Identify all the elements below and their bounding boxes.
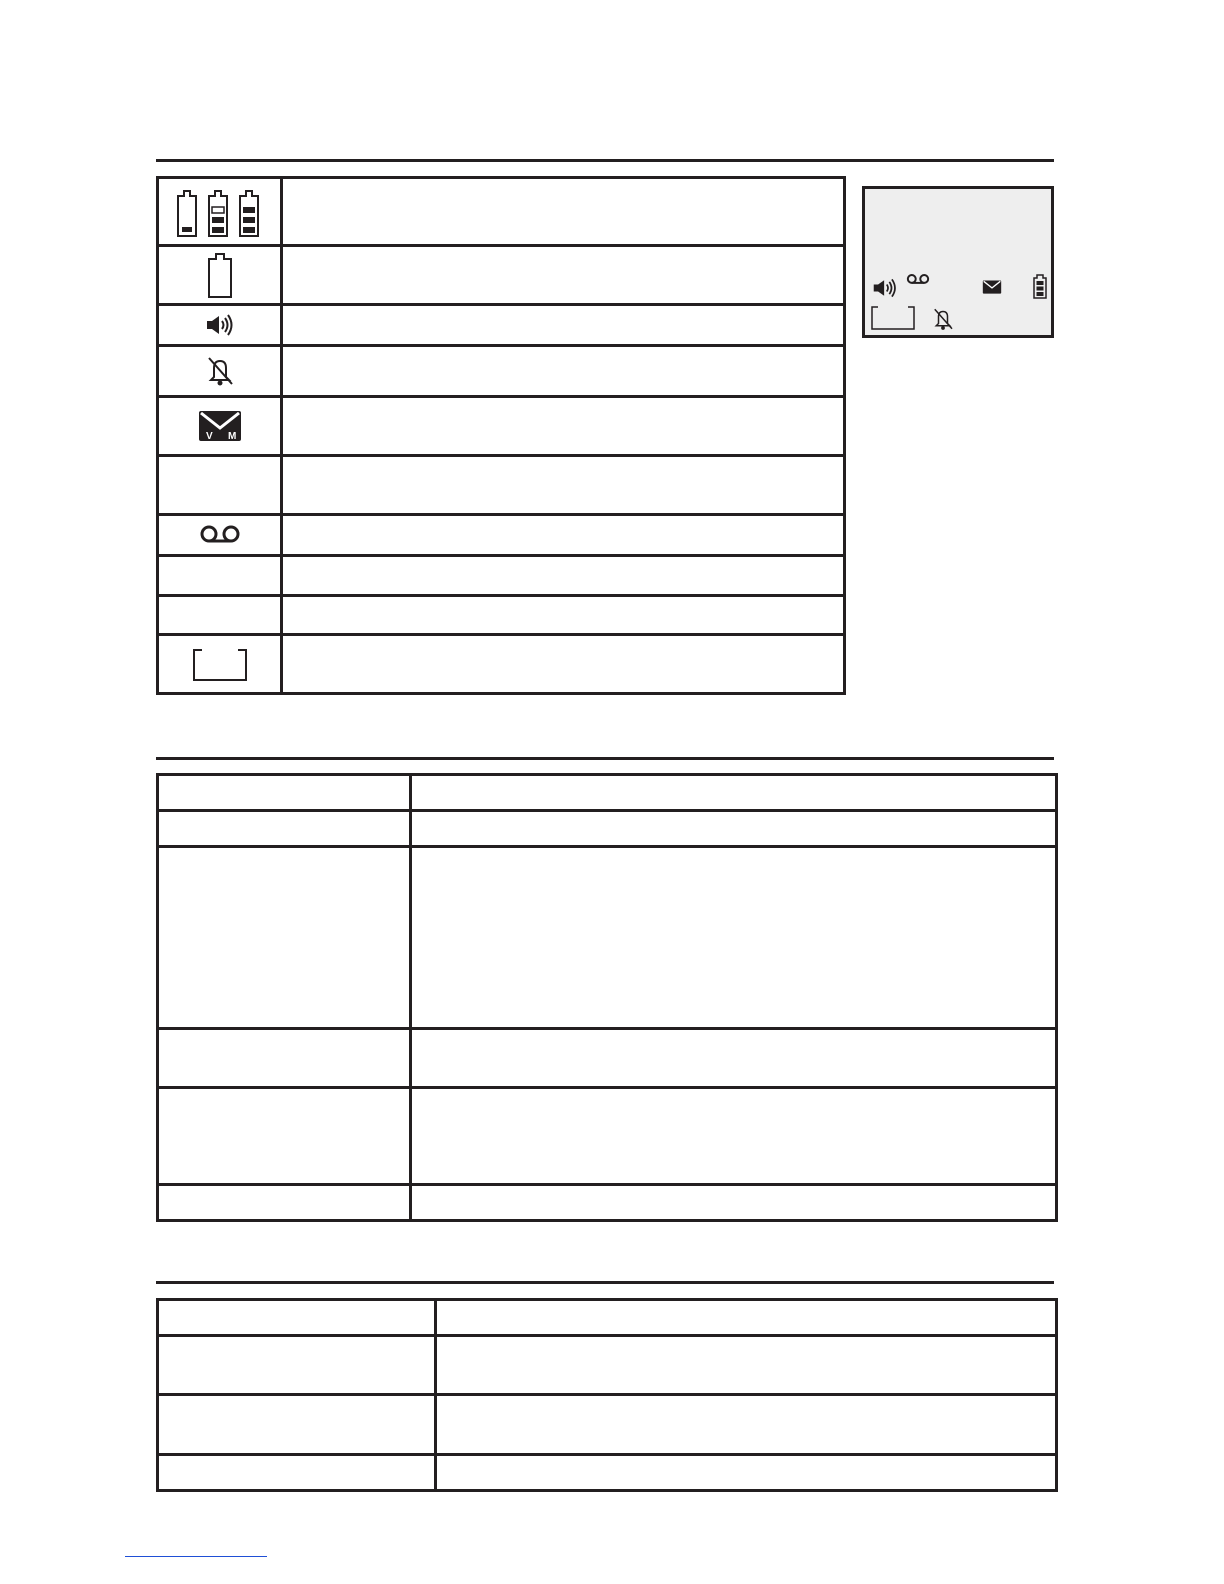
legend-icon-cell <box>158 346 282 397</box>
legend-desc <box>282 635 845 694</box>
battery-levels-icon <box>174 187 266 237</box>
legend-icon-cell <box>158 456 282 515</box>
legend-icon-cell <box>158 556 282 596</box>
voicemail-envelope-icon <box>198 410 242 442</box>
legend-icon-cell <box>158 515 282 556</box>
legend-row <box>158 635 845 694</box>
table-label-cell <box>158 1455 436 1491</box>
legend-icon-cell <box>158 635 282 694</box>
legend-desc <box>282 397 845 456</box>
battery-icon <box>1032 273 1048 299</box>
table-label-cell <box>158 1029 411 1088</box>
table-label-cell <box>158 1336 436 1395</box>
table-row <box>158 1185 1057 1221</box>
legend-icon-cell <box>158 305 282 346</box>
legend-row <box>158 556 845 596</box>
table-desc-cell <box>436 1395 1057 1455</box>
table-row <box>158 1300 1057 1336</box>
table-row <box>158 1029 1057 1088</box>
legend-desc <box>282 596 845 635</box>
legend-desc <box>282 346 845 397</box>
ringer-off-icon <box>205 355 235 387</box>
table-desc-cell <box>411 1088 1057 1185</box>
table-row <box>158 775 1057 811</box>
icon-legend-table <box>156 176 846 695</box>
speaker-icon <box>205 314 235 336</box>
table-row <box>158 1336 1057 1395</box>
legend-row <box>158 397 845 456</box>
legend-icon-cell <box>158 246 282 305</box>
legend-icon-cell <box>158 397 282 456</box>
bracket-box-icon <box>870 305 916 331</box>
section-rule-3 <box>156 1281 1054 1284</box>
display-preview <box>862 186 1054 338</box>
table-row <box>158 847 1057 1029</box>
footer-underline-mark <box>125 1556 267 1557</box>
legend-icon-cell <box>158 178 282 246</box>
table-label-cell <box>158 811 411 847</box>
table-desc-cell <box>436 1455 1057 1491</box>
legend-row <box>158 515 845 556</box>
answering-machine-icon <box>197 524 243 546</box>
table-desc-cell <box>411 775 1057 811</box>
legend-row <box>158 596 845 635</box>
voicemail-envelope-icon <box>982 280 1002 294</box>
legend-row <box>158 346 845 397</box>
table-desc-cell <box>411 1029 1057 1088</box>
table-label-cell <box>158 847 411 1029</box>
legend-icon-cell <box>158 596 282 635</box>
section-rule-1 <box>156 159 1054 162</box>
section-rule-2 <box>156 757 1054 760</box>
table-label-cell <box>158 1300 436 1336</box>
table-2 <box>156 773 1058 1222</box>
ringer-off-icon <box>931 307 955 331</box>
battery-empty-icon <box>205 251 235 299</box>
table-3 <box>156 1298 1058 1492</box>
table-desc-cell <box>436 1336 1057 1395</box>
legend-row <box>158 178 845 246</box>
table-desc-cell <box>411 847 1057 1029</box>
table-label-cell <box>158 1185 411 1221</box>
table-label-cell <box>158 775 411 811</box>
table-desc-cell <box>411 811 1057 847</box>
table-desc-cell <box>411 1185 1057 1221</box>
legend-desc <box>282 246 845 305</box>
answering-machine-icon <box>905 273 931 286</box>
bracket-box-icon <box>192 646 248 682</box>
table-label-cell <box>158 1395 436 1455</box>
speaker-icon <box>872 278 898 298</box>
legend-desc <box>282 305 845 346</box>
legend-desc <box>282 178 845 246</box>
legend-row <box>158 305 845 346</box>
table-label-cell <box>158 1088 411 1185</box>
table-row <box>158 1395 1057 1455</box>
svg-text:M: M <box>227 431 236 442</box>
legend-row <box>158 456 845 515</box>
table-row <box>158 1088 1057 1185</box>
legend-desc <box>282 456 845 515</box>
legend-row <box>158 246 845 305</box>
legend-desc <box>282 556 845 596</box>
table-row <box>158 811 1057 847</box>
svg-text:V: V <box>205 431 213 442</box>
legend-desc <box>282 515 845 556</box>
table-row <box>158 1455 1057 1491</box>
table-desc-cell <box>436 1300 1057 1336</box>
